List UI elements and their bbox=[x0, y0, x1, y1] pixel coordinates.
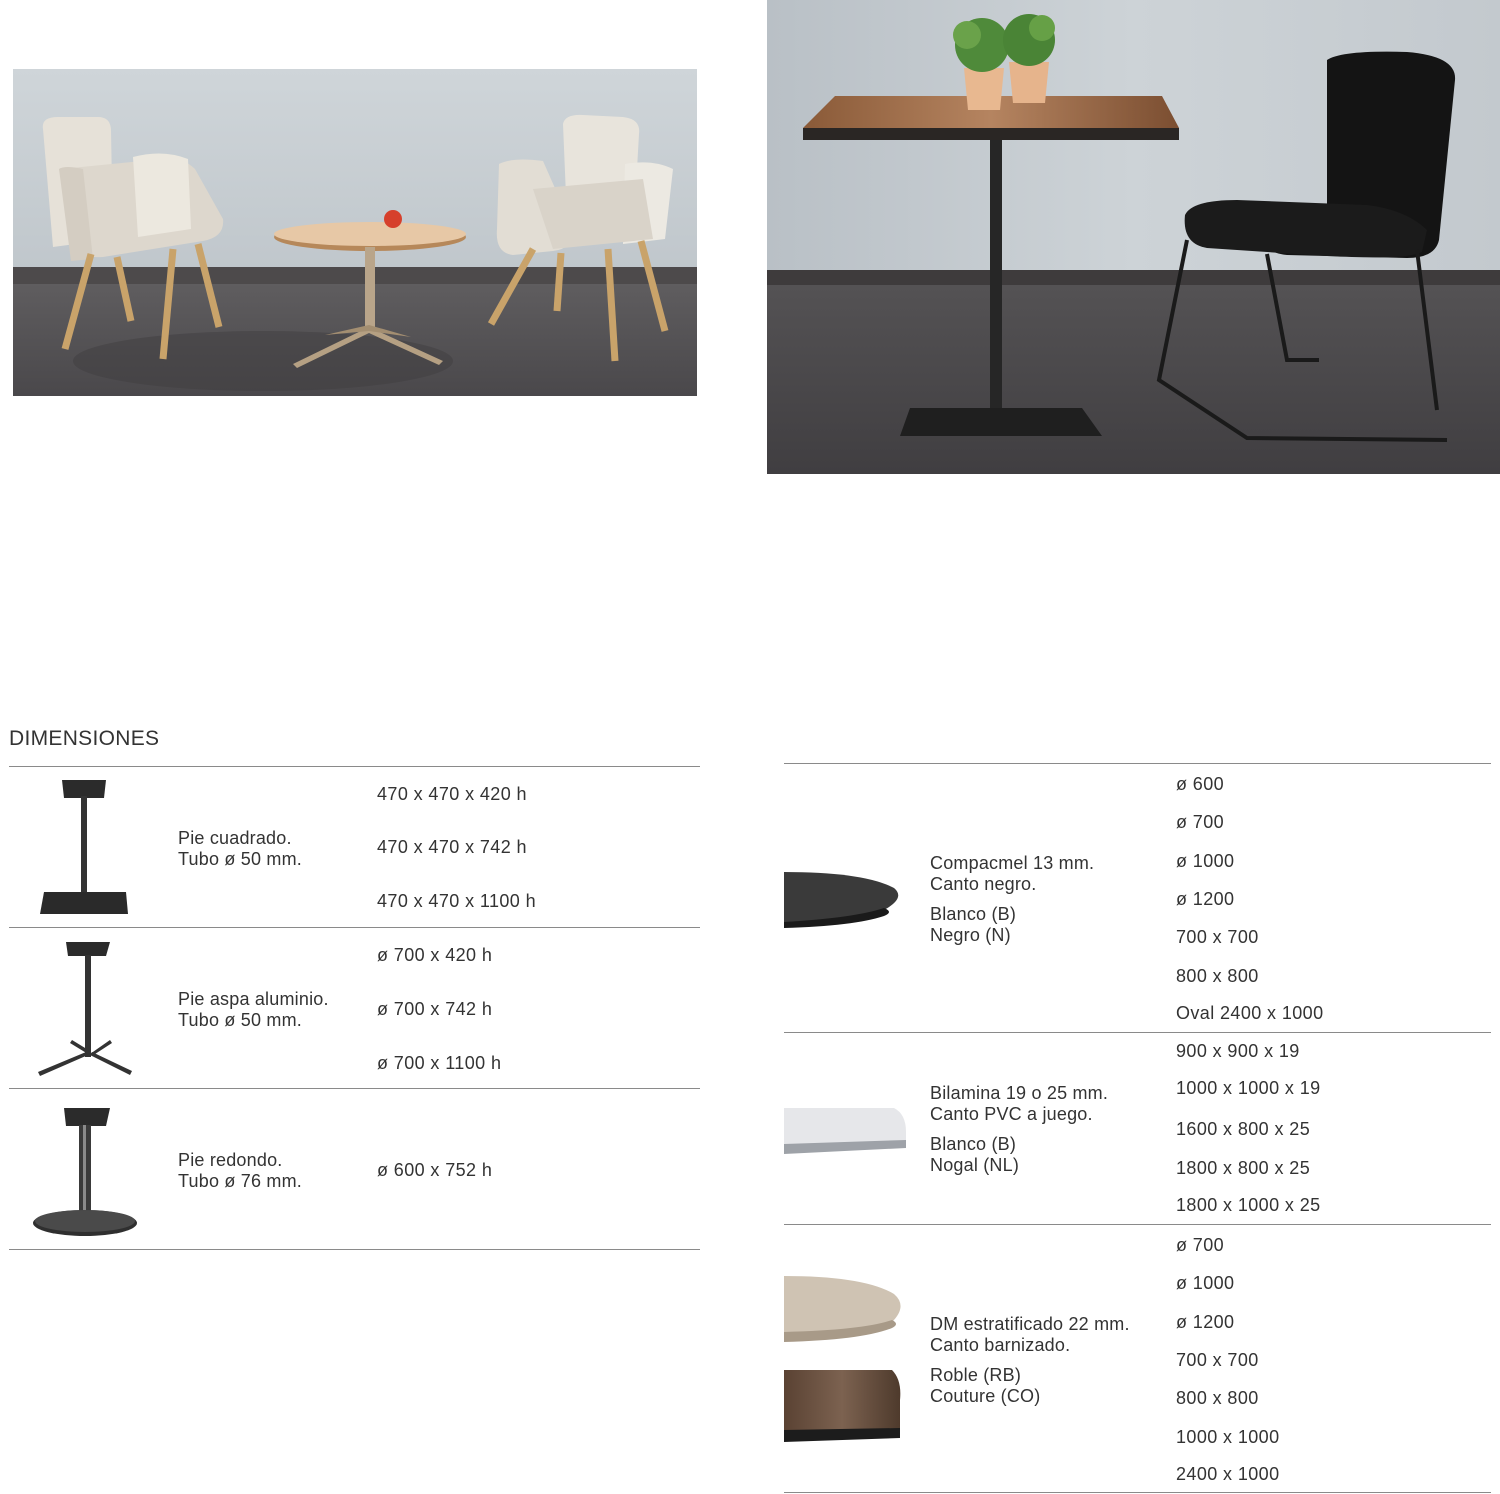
dimension-value: ø 700 x 742 h bbox=[377, 999, 493, 1019]
top-finish: Roble (RB) bbox=[930, 1365, 1022, 1385]
dimension-value: 1800 x 1000 x 25 bbox=[1176, 1195, 1321, 1215]
dimension-value: 470 x 470 x 420 h bbox=[377, 784, 527, 804]
top-finish: Couture (CO) bbox=[930, 1386, 1041, 1406]
top-edge: Canto barnizado. bbox=[930, 1335, 1071, 1355]
dimension-value: 1000 x 1000 x 19 bbox=[1176, 1078, 1321, 1098]
dimension-value: Oval 2400 x 1000 bbox=[1176, 1003, 1324, 1023]
cross-base-icon bbox=[36, 940, 136, 1085]
base-tube: Tubo ø 76 mm. bbox=[178, 1171, 302, 1191]
dimension-value: ø 600 bbox=[1176, 774, 1225, 794]
wood-tops-icon bbox=[784, 1270, 908, 1451]
dimension-value: ø 700 bbox=[1176, 812, 1225, 832]
top-finish: Negro (N) bbox=[930, 925, 1011, 945]
square-base-icon bbox=[36, 776, 132, 921]
base-tube: Tubo ø 50 mm. bbox=[178, 1010, 302, 1030]
base-description bbox=[178, 828, 302, 870]
dimension-value: 900 x 900 x 19 bbox=[1176, 1041, 1300, 1061]
black-round-top-icon bbox=[784, 866, 904, 935]
section-title: DIMENSIONES bbox=[9, 727, 160, 750]
dimension-value: ø 1000 bbox=[1176, 851, 1235, 871]
top-finish: Blanco (B) bbox=[930, 1134, 1017, 1154]
base-name: Pie cuadrado. bbox=[178, 828, 292, 848]
top-edge: Canto PVC a juego. bbox=[930, 1104, 1093, 1124]
dimension-value: 700 x 700 bbox=[1176, 927, 1259, 947]
divider bbox=[9, 1249, 700, 1250]
dimension-value: ø 700 x 1100 h bbox=[377, 1053, 502, 1073]
dimension-value: 800 x 800 bbox=[1176, 1388, 1259, 1408]
divider bbox=[784, 1224, 1491, 1225]
dimension-value: ø 1200 bbox=[1176, 889, 1235, 909]
top-material: Bilamina 19 o 25 mm. bbox=[930, 1083, 1109, 1103]
dimension-value: 800 x 800 bbox=[1176, 966, 1259, 986]
top-finish: Nogal (NL) bbox=[930, 1155, 1020, 1175]
top-edge: Canto negro. bbox=[930, 874, 1037, 894]
table-chair-photo bbox=[767, 0, 1500, 474]
divider bbox=[784, 1492, 1491, 1493]
base-tube: Tubo ø 50 mm. bbox=[178, 849, 302, 869]
dimension-value: 470 x 470 x 742 h bbox=[377, 837, 527, 857]
dimension-value: ø 700 bbox=[1176, 1235, 1225, 1255]
dimension-value: 1000 x 1000 bbox=[1176, 1427, 1280, 1447]
top-description bbox=[930, 1083, 1108, 1176]
divider bbox=[9, 1088, 700, 1089]
dimension-value: 2400 x 1000 bbox=[1176, 1464, 1280, 1484]
base-name: Pie aspa aluminio. bbox=[178, 989, 329, 1009]
dimension-value: 700 x 700 bbox=[1176, 1350, 1259, 1370]
round-base-icon bbox=[32, 1106, 142, 1243]
divider bbox=[9, 927, 700, 928]
base-description bbox=[178, 989, 329, 1031]
base-name: Pie redondo. bbox=[178, 1150, 283, 1170]
dimension-value: 470 x 470 x 1100 h bbox=[377, 891, 536, 911]
top-description bbox=[930, 1314, 1130, 1407]
dimension-value: ø 1200 bbox=[1176, 1312, 1235, 1332]
dimension-value: 1800 x 800 x 25 bbox=[1176, 1158, 1311, 1178]
dimension-value: ø 1000 bbox=[1176, 1273, 1235, 1293]
dimension-value: ø 700 x 420 h bbox=[377, 945, 493, 965]
top-description bbox=[930, 853, 1094, 946]
divider bbox=[9, 766, 700, 767]
divider bbox=[784, 1032, 1491, 1033]
lounge-chairs-photo bbox=[13, 69, 697, 396]
top-material: DM estratificado 22 mm. bbox=[930, 1314, 1130, 1334]
divider bbox=[784, 763, 1491, 764]
top-finish: Blanco (B) bbox=[930, 904, 1017, 924]
top-material: Compacmel 13 mm. bbox=[930, 853, 1095, 873]
base-description bbox=[178, 1150, 302, 1192]
dimension-value: 1600 x 800 x 25 bbox=[1176, 1119, 1311, 1139]
white-square-top-icon bbox=[784, 1104, 908, 1161]
dimension-value: ø 600 x 752 h bbox=[377, 1160, 493, 1180]
